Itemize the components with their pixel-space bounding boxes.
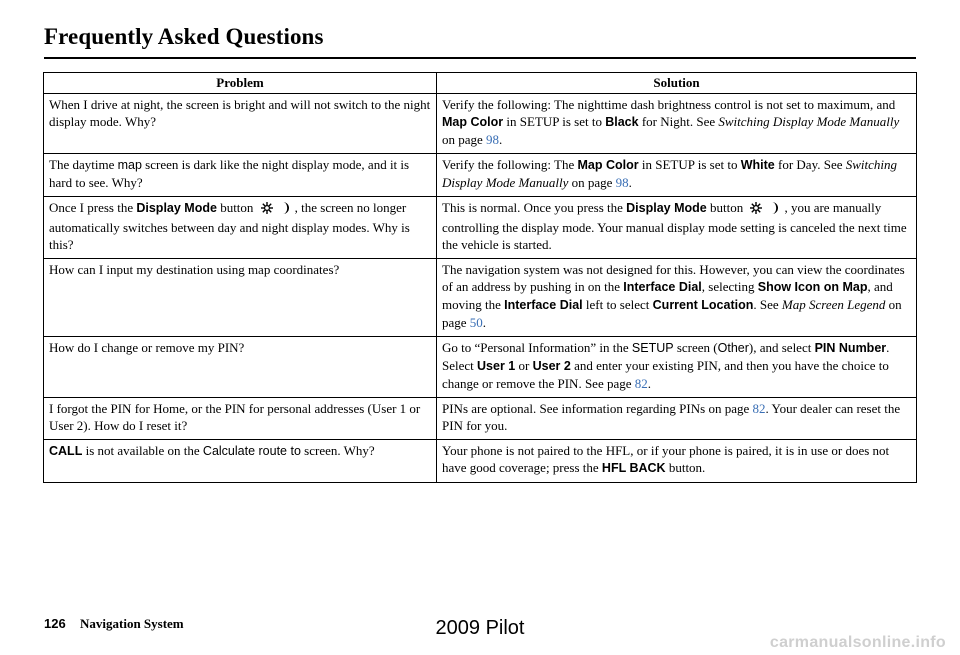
key-interface-dial: Interface Dial [504, 298, 583, 312]
solution-cell: Verify the following: The Map Color in SETUP is set to White for Day. See Switching Display Mode Manually on page 98. [437, 154, 917, 197]
key-other: Other [717, 341, 749, 355]
key-interface-dial: Interface Dial [623, 280, 702, 294]
key-display-mode: Display Mode [136, 201, 217, 215]
header-problem: Problem [44, 73, 437, 94]
display-mode-icon [748, 201, 782, 219]
cross-reference: Switching Display Mode Manually [718, 114, 900, 129]
page-link[interactable]: 98 [486, 132, 500, 147]
watermark-model: 2009 Pilot [435, 617, 525, 639]
solution-cell: PINs are optional. See information regarding PINs on page 82. Your dealer can reset the PIN for you. [437, 398, 917, 440]
solution-cell: This is normal. Once you press the Display Mode button , you are manually controlling the display mode. Your manual display mode setting is canceled the next time the vehicle is started. [437, 197, 917, 259]
key-map-color: Map Color [442, 115, 504, 129]
problem-cell: How can I input my destination using map coordinates? [44, 259, 437, 337]
table-row [44, 337, 917, 398]
cross-reference: Switching Display Mode Manually [442, 157, 898, 190]
display-mode-icon [259, 201, 293, 219]
key-current-location: Current Location [652, 298, 754, 312]
problem-cell: How do I change or remove my PIN? [44, 337, 437, 398]
problem-cell: CALL is not available on the Calculate route to screen. Why? [44, 440, 437, 483]
key-display-mode: Display Mode [626, 201, 707, 215]
table-row [44, 398, 917, 440]
key-hfl-back: HFL BACK [601, 461, 666, 475]
page-title: Frequently Asked Questions [44, 24, 324, 49]
solution-cell: Verify the following: The nighttime dash brightness control is not set to maximum, and Map Color in SETUP is set to Black for Night. See Switching Display Mode Manually on page 98. [437, 94, 917, 154]
key-setup: SETUP [631, 341, 674, 355]
solution-cell: The navigation system was not designed for this. However, you can view the coordinates of an address by pushing in on the Interface Dial, selecting Show Icon on Map, and moving the Interface Dial left to select Current Location. See Map Screen Legend on page 50. [437, 259, 917, 337]
cross-reference: Map Screen Legend [781, 297, 886, 312]
header-solution: Solution [437, 73, 917, 94]
solution-cell: Go to “Personal Information” in the SETUP screen (Other), and select PIN Number. Select User 1 or User 2 and enter your existing PIN, and then you have the choice to change or remove the PIN. See page 82. [437, 337, 917, 398]
footer-section: Navigation System [80, 616, 184, 631]
page-link[interactable]: 98 [615, 175, 629, 190]
problem-cell: I forgot the PIN for Home, or the PIN for personal addresses (User 1 or User 2). How do I reset it? [44, 398, 437, 440]
key-call: CALL [49, 444, 83, 458]
table-row [44, 197, 917, 259]
key-pin-number: PIN Number [814, 341, 887, 355]
footer-page-number: 126 [44, 616, 66, 631]
key-user-1: User 1 [477, 359, 516, 373]
problem-cell: Once I press the Display Mode button , the screen no longer automatically switches between day and night display modes. Why is this? [44, 197, 437, 259]
page-link[interactable]: 82 [634, 376, 648, 391]
table-row [44, 154, 917, 197]
solution-cell: Your phone is not paired to the HFL, or if your phone is paired, it is in use or does not have good coverage; press the HFL BACK button. [437, 440, 917, 483]
table-row [44, 259, 917, 337]
problem-cell: When I drive at night, the screen is bright and will not switch to the night display mode. Why? [44, 94, 437, 154]
key-map: map [117, 158, 142, 172]
key-show-icon-on-map: Show Icon on Map [757, 280, 868, 294]
page-link[interactable]: 82 [752, 401, 766, 416]
page-link[interactable]: 50 [469, 315, 483, 330]
table-row [44, 94, 917, 154]
faq-table [43, 72, 917, 483]
key-user-2: User 2 [532, 359, 571, 373]
table-header-row [44, 73, 917, 94]
title-rule [44, 57, 916, 59]
table-row [44, 440, 917, 483]
key-white: White [740, 158, 775, 172]
key-calculate-route-to: Calculate route to [202, 444, 301, 458]
key-map-color: Map Color [577, 158, 639, 172]
watermark-site: carmanualsonline.info [769, 634, 946, 651]
problem-cell: The daytime map screen is dark like the night display mode, and it is hard to see. Why? [44, 154, 437, 197]
key-black: Black [605, 115, 639, 129]
